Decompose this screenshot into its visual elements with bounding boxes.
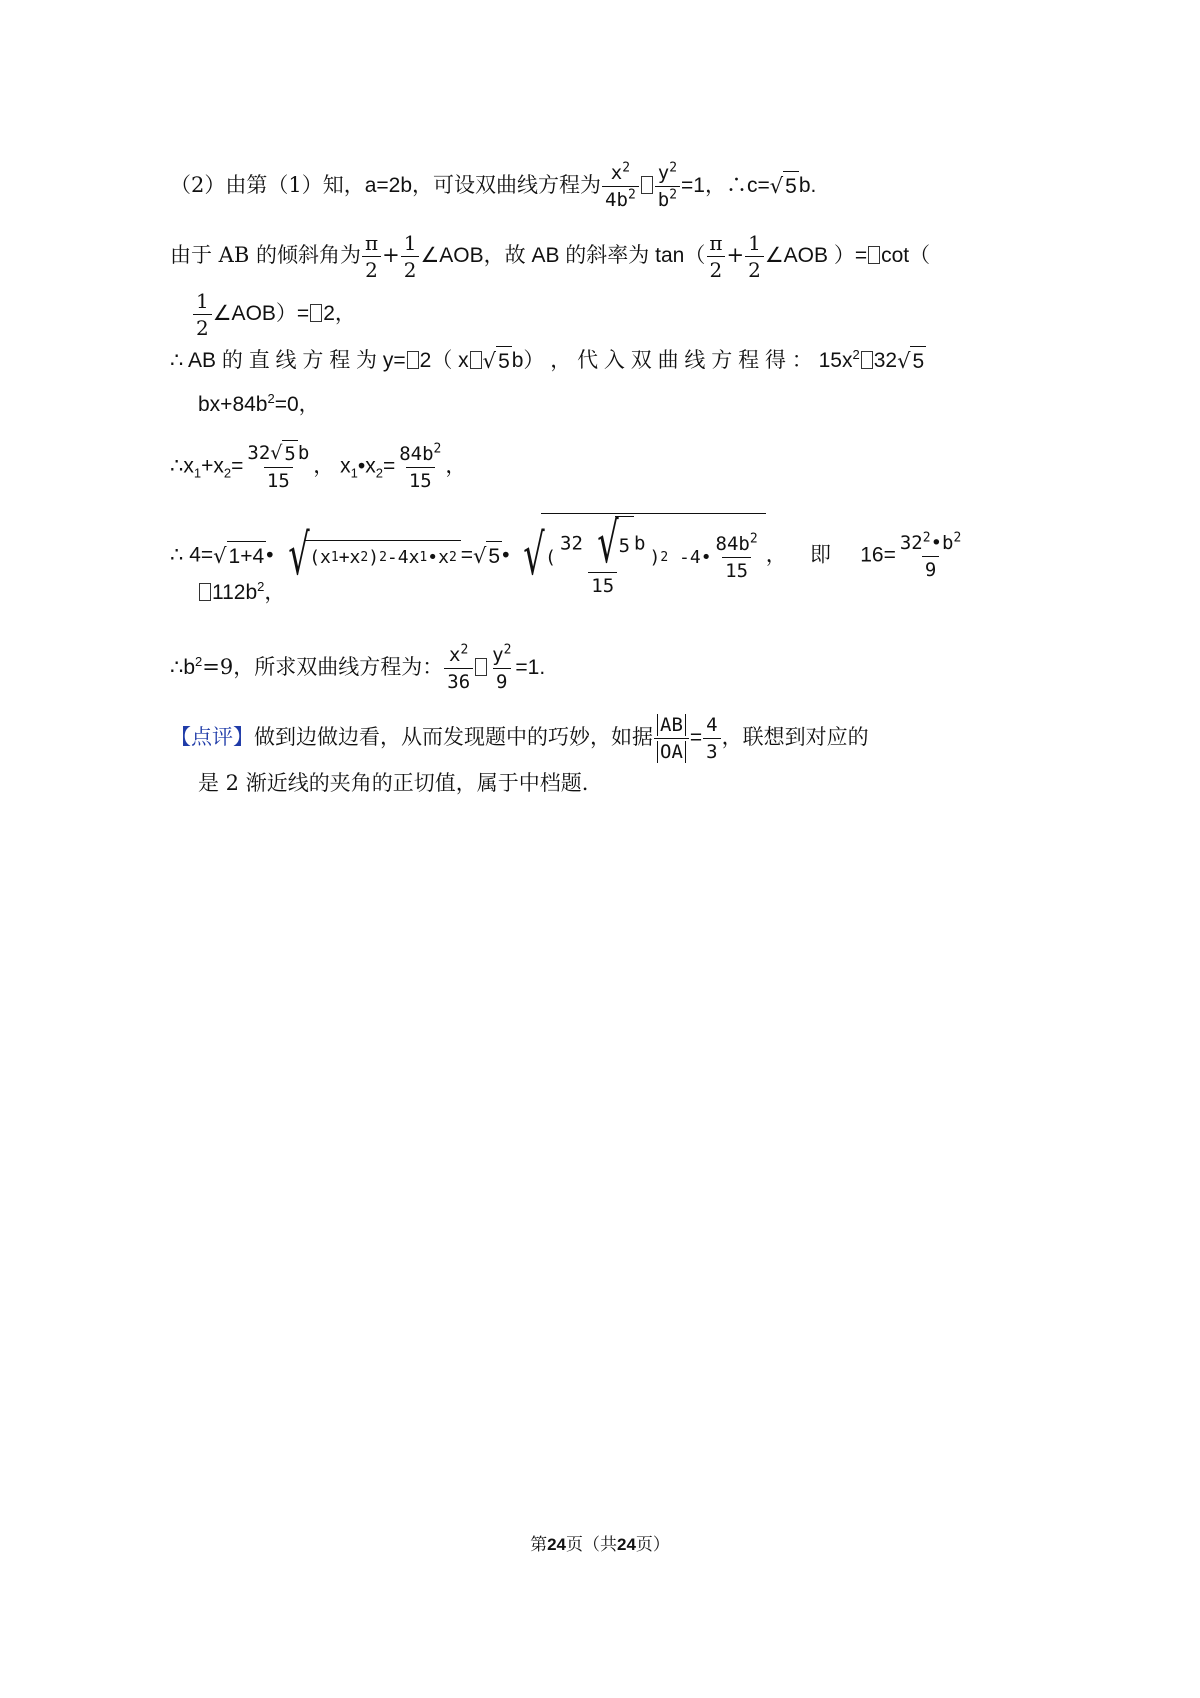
subscript: 1 [193, 465, 202, 481]
denominator: 15 [264, 467, 293, 494]
text: +x [201, 454, 224, 478]
numerator: x [610, 162, 623, 184]
denominator: 4b [605, 189, 628, 211]
numerator: 32 [247, 442, 271, 464]
text: ( [545, 546, 556, 568]
text: = [460, 543, 474, 567]
exponent: 2 [503, 642, 512, 658]
denominator: b [657, 189, 670, 211]
denominator: 2 [745, 256, 764, 283]
text: (x [309, 546, 331, 568]
fraction-x2-over-4b2 [602, 160, 639, 213]
exponent: 2 [669, 160, 678, 176]
fraction-4-over-3 [703, 712, 720, 765]
text: 2（ x [419, 349, 469, 373]
denominator: 2 [362, 256, 381, 283]
numerator: •b [930, 531, 954, 554]
text: ) [368, 546, 380, 568]
fraction-32sq-b2-over-9 [897, 530, 964, 583]
text: ∴b [170, 656, 196, 679]
exponent: 2 [257, 579, 265, 594]
solution-line-9 [170, 642, 545, 695]
numerator: 1 [403, 231, 417, 255]
numerator: y [657, 162, 670, 184]
denominator: 9 [493, 668, 510, 695]
sqrt-expression: √ ( 32 √ 5 b 15 ) 2 -4 • $\frac{84b^2}{15}$ [509, 513, 765, 599]
page-footer [0, 1530, 1200, 1555]
radicand: 5 [282, 440, 297, 467]
fraction-pi-over-2 [706, 230, 725, 283]
solution-line-1 [170, 160, 816, 213]
denominator: 3 [703, 738, 720, 765]
text: • [502, 543, 510, 567]
exponent: 2 [669, 187, 678, 203]
text: ， [264, 581, 286, 604]
denominator: 9 [922, 556, 939, 583]
page-total: 24 [617, 1535, 636, 1554]
text: + [726, 243, 745, 267]
text: • [700, 546, 712, 568]
sqrt-5: √ 5 [897, 346, 926, 377]
comment-line-2 [198, 768, 588, 798]
exponent: 2 [460, 642, 469, 658]
text: • [266, 543, 274, 567]
text: bx+84b [198, 393, 268, 416]
text: b. [798, 174, 817, 197]
text: a=2b，可设双曲线方程为 [364, 174, 602, 197]
text: ) [649, 546, 661, 568]
text: ∠AOB，故 AB 的斜率为 tan（ [420, 244, 706, 267]
missing-glyph-box [310, 304, 322, 322]
solution-line-5 [198, 390, 320, 420]
text: = [689, 726, 703, 749]
text: b） ， 代 入 双 曲 线 方 程 得 ： 15x [511, 349, 853, 373]
text: 是 2 渐近线的夹角的正切值，属于中档题. [198, 771, 589, 795]
text: cot（ [881, 244, 931, 267]
missing-glyph-box [199, 583, 211, 601]
missing-glyph-box [861, 351, 873, 369]
exponent: 2 [195, 654, 203, 669]
radicand: 5 [615, 516, 634, 572]
solution-line-8 [198, 578, 285, 608]
sqrt-5: √ 5 [583, 516, 634, 572]
numerator: y [492, 644, 504, 666]
radicand: 5 [910, 346, 926, 377]
exponent: 2 [433, 441, 442, 457]
fraction-ab-over-oa [654, 712, 689, 765]
denominator: OA [657, 741, 686, 763]
text: 即 [810, 542, 832, 567]
numerator: AB [657, 714, 686, 736]
numerator: 84b [399, 442, 434, 465]
exponent: 2 [622, 160, 631, 176]
fraction-32sqrt5b-over-15 [244, 440, 312, 494]
fraction-1-over-2 [401, 230, 420, 283]
text: ∠AOB）= [212, 302, 310, 325]
text: ∴x [170, 454, 194, 478]
radicand: 1+4 [227, 541, 267, 572]
text: 由于 AB 的倾斜角为 [170, 243, 361, 267]
fraction-y2-over-9 [489, 642, 514, 695]
denominator: 15 [406, 467, 435, 494]
text: + [382, 243, 400, 267]
text: 32 [873, 349, 898, 373]
missing-glyph-box [868, 246, 880, 264]
numerator: 84b [715, 533, 750, 555]
radicand: 5 [486, 541, 502, 572]
text: = [382, 454, 396, 478]
text: ，联想到对应的 [721, 725, 869, 749]
denominator: 15 [722, 557, 751, 584]
fraction-y2-over-b2 [655, 160, 680, 213]
subscript: 2 [223, 465, 232, 481]
exponent: 2 [267, 391, 275, 406]
text: ∴ 4= [170, 543, 214, 567]
solution-line-4 [170, 346, 926, 377]
numerator: 32 [899, 531, 923, 554]
missing-glyph-box [475, 658, 487, 676]
solution-line-3 [192, 288, 356, 341]
text: 2， [323, 302, 356, 325]
sqrt-5: √ 5 [473, 541, 502, 572]
text: +x [338, 546, 361, 568]
numerator: 1 [748, 231, 761, 255]
radicand: 5 [496, 346, 512, 377]
text: ∠AOB ）= [764, 244, 868, 267]
text: ， [765, 543, 787, 567]
exponent: 2 [749, 531, 758, 547]
denominator: 36 [444, 668, 473, 695]
text: •x [427, 546, 449, 568]
sqrt-discriminant: √ (x 1 +x 2 ) 2 -4x 1 •x 2 [274, 528, 461, 584]
subscript: 1 [350, 465, 358, 481]
solution-line-2 [170, 230, 930, 283]
text: ， x [313, 454, 351, 478]
exponent: 2 [852, 347, 860, 363]
numerator: 4 [706, 714, 718, 736]
text: -4x [386, 546, 420, 568]
fraction-84b2-over-15 [396, 441, 444, 494]
sqrt-1-plus-4: √ 1+4 [213, 541, 266, 572]
sqrt-5: √ 5 [270, 442, 296, 465]
exponent: 2 [953, 530, 962, 546]
fraction-32sqrt5b-over-15 [557, 511, 648, 599]
text: =1，∴c= [681, 174, 770, 197]
denominator: 15 [588, 572, 617, 599]
text: =1. [515, 656, 546, 679]
text: ， [445, 454, 467, 478]
missing-glyph-box [641, 176, 653, 194]
numerator: b [634, 532, 646, 555]
numerator: π [709, 231, 723, 255]
fraction-x2-over-36 [444, 642, 473, 695]
numerator: π [364, 231, 379, 255]
comment-tag: 【点评】 [170, 725, 254, 749]
text: （2）由第（1）知， [170, 173, 365, 197]
missing-glyph-box [407, 351, 419, 369]
numerator: x [449, 644, 461, 666]
exponent: 2 [627, 187, 636, 203]
sqrt-5: √ 5 [770, 171, 799, 202]
exponent: 2 [922, 530, 931, 546]
text: 16= [860, 543, 896, 567]
denominator: 2 [193, 314, 212, 341]
denominator: 2 [401, 256, 420, 283]
missing-glyph-box [470, 351, 482, 369]
numerator: 1 [196, 289, 209, 313]
text: =0， [274, 393, 320, 416]
denominator: 2 [707, 256, 726, 283]
text: 做到边做边看，从而发现题中的巧妙，如据 [254, 725, 653, 749]
numerator: b [297, 442, 310, 464]
fraction-1-over-2 [745, 230, 764, 283]
fraction-84b2-over-15 [713, 531, 761, 584]
radicand: 5 [783, 171, 799, 202]
text: =9，所求双曲线方程为： [202, 655, 444, 679]
text: 112b [212, 581, 258, 604]
fraction-pi-over-2 [362, 230, 381, 283]
fraction-1-over-2 [193, 288, 212, 341]
text: -4 [679, 546, 701, 568]
numerator: 32 [560, 532, 583, 555]
sqrt-5: √ 5 [483, 346, 512, 377]
solution-line-7 [170, 513, 965, 599]
footer-text: 页（共 [566, 1535, 617, 1555]
text: = [231, 454, 244, 478]
comment-line-1 [170, 712, 869, 765]
footer-text: 页） [635, 1535, 670, 1555]
solution-line-6 [170, 440, 466, 494]
page-number: 24 [547, 1535, 566, 1554]
footer-text: 第 [530, 1535, 548, 1555]
subscript: 2 [375, 465, 383, 481]
text: ∴ AB 的 直 线 方 程 为 y= [170, 349, 406, 373]
text: •x [357, 454, 376, 478]
